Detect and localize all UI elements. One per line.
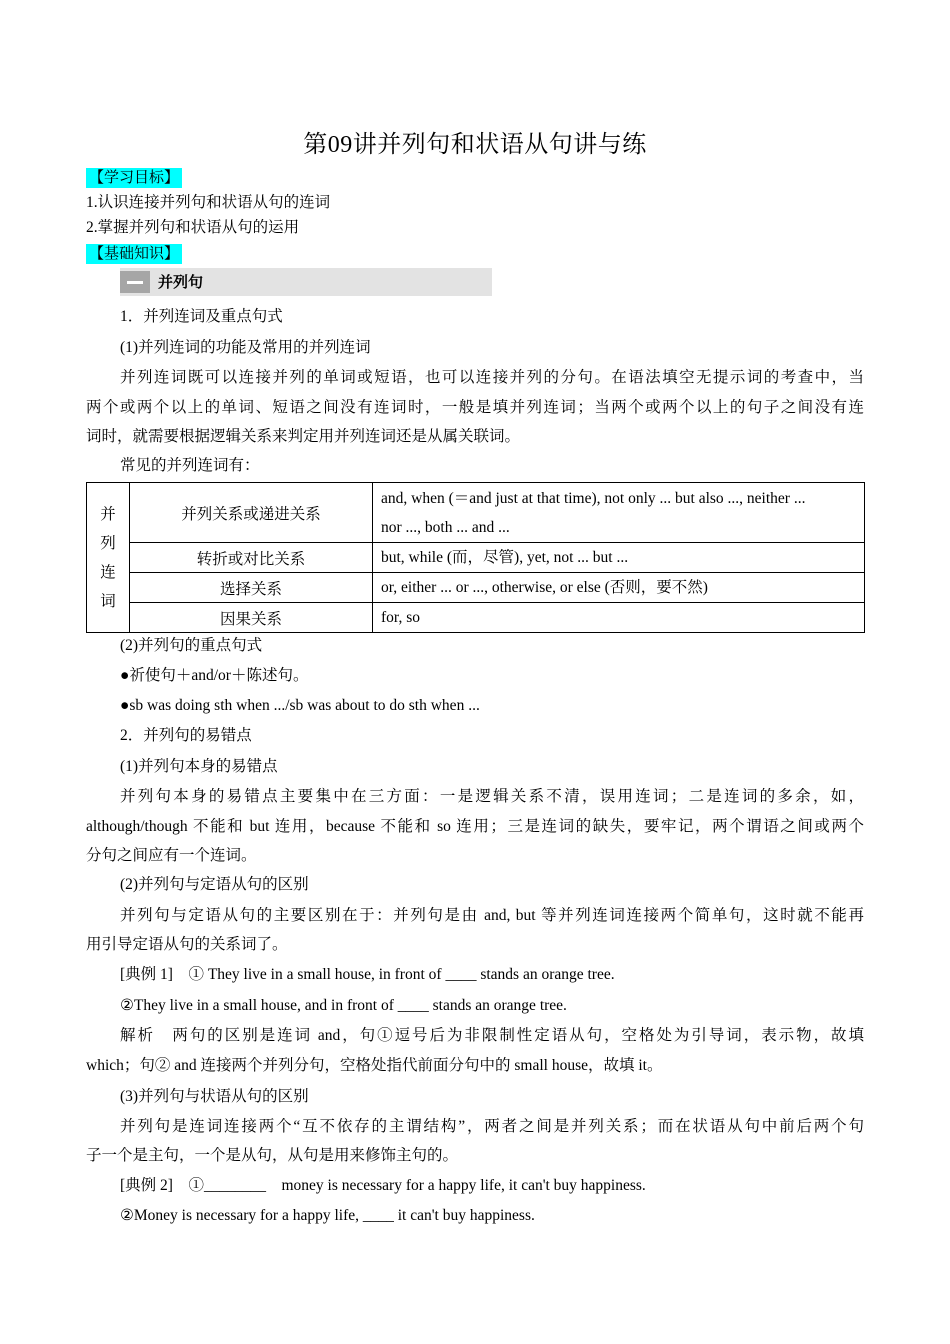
header-char: 词 bbox=[100, 592, 116, 610]
goal-item: 2.掌握并列句和状语从句的运用 bbox=[86, 219, 300, 236]
paragraph-line: 并列句是连词连接两个“互不依存的主谓结构”，两者之间是并列关系；而在状语从句中前后两个句 bbox=[120, 1118, 864, 1135]
heading-2: 2．并列句的易错点 bbox=[120, 727, 252, 744]
examples-line: nor ..., both ... and ... bbox=[381, 518, 510, 536]
paragraph-line: 词时，就需要根据逻辑关系来判定用并列连词还是从属关联词。 bbox=[86, 428, 521, 445]
paragraph-line: 子一个是主句，一个是从句，从句是用来修饰主句的。 bbox=[86, 1147, 459, 1164]
subheading: (1)并列连词的功能及常用的并列连词 bbox=[120, 339, 371, 356]
table-row-header bbox=[87, 483, 130, 633]
header-char: 连 bbox=[100, 563, 116, 581]
relation-cell: 并列关系或递进关系 bbox=[130, 483, 373, 543]
relation-cell: 选择关系 bbox=[130, 573, 373, 603]
relation-cell: 因果关系 bbox=[130, 603, 373, 633]
paragraph-line: 并列连词既可以连接并列的单词或短语，也可以连接并列的分句。在语法填空无提示词的考查中，当 bbox=[120, 369, 864, 386]
paragraph-line: 两个或两个以上的单词、短语之间没有连词时，一般是填并列连词；当两个或两个以上的句子之间没有连 bbox=[86, 399, 864, 416]
example-line: [典例 1] ① They live in a small house, in front of ____ stands an orange tree. bbox=[120, 966, 615, 983]
table-row bbox=[87, 543, 865, 573]
table-row bbox=[87, 573, 865, 603]
paragraph-line: 用引导定语从句的关系词了。 bbox=[86, 936, 288, 953]
subheading: (3)并列句与状语从句的区别 bbox=[120, 1088, 309, 1105]
header-char: 列 bbox=[100, 534, 116, 552]
heading-1: 1．并列连词及重点句式 bbox=[120, 308, 283, 325]
section-number-mark bbox=[127, 281, 143, 284]
subheading: (1)并列句本身的易错点 bbox=[120, 758, 278, 775]
paragraph-line: 并列句与定语从句的主要区别在于：并列句是由 and, but 等并列连词连接两个简单句，这时就不能再 bbox=[120, 907, 864, 924]
page-title: 第09讲并列句和状语从句讲与练 bbox=[303, 132, 647, 158]
table-row bbox=[87, 603, 865, 633]
paragraph-line: 并列句本身的易错点主要集中在三方面：一是逻辑关系不清，误用连词；二是连词的多余，如， bbox=[120, 788, 864, 805]
paragraph-line: although/though 不能和 but 连用，because 不能和 so 连用；三是连词的缺失，要牢记，两个谓语之间或两个 bbox=[86, 818, 864, 835]
paragraph-line: 分句之间应有一个连词。 bbox=[86, 847, 257, 864]
subheading: (2)并列句的重点句式 bbox=[120, 637, 263, 654]
basics-tag: 【基础知识】 bbox=[86, 244, 182, 264]
examples-cell: or, either ... or ..., otherwise, or else (否则，要不然) bbox=[373, 573, 865, 603]
example-line: ②Money is necessary for a happy life, ____ it can't buy happiness. bbox=[120, 1207, 535, 1224]
paragraph-line: 常见的并列连词有： bbox=[120, 457, 260, 474]
examples-cell: for, so bbox=[373, 603, 865, 633]
analysis-line: which；句② and 连接两个并列分句，空格处指代前面分句中的 small house，故填 it。 bbox=[86, 1057, 663, 1074]
goal-item: 1.认识连接并列句和状语从句的连词 bbox=[86, 194, 331, 211]
analysis-line: 解析 两句的区别是连词 and，句①逗号后为非限制性定语从句，空格处为引导词，表示物，故填 bbox=[120, 1027, 864, 1044]
examples-line: and, when (＝and just at that time), not only ... but also ..., neither ... bbox=[381, 489, 806, 507]
bullet-item: ●祈使句＋and/or＋陈述句。 bbox=[120, 667, 309, 684]
relation-cell: 转折或对比关系 bbox=[130, 543, 373, 573]
subheading: (2)并列句与定语从句的区别 bbox=[120, 876, 309, 893]
section-number-badge bbox=[120, 271, 150, 293]
table-row bbox=[87, 483, 865, 543]
header-char: 并 bbox=[100, 505, 116, 523]
example-line: ②They live in a small house, and in front of ____ stands an orange tree. bbox=[120, 997, 567, 1014]
bullet-item: ●sb was doing sth when .../sb was about to do sth when ... bbox=[120, 697, 480, 714]
conjunction-table bbox=[86, 482, 865, 633]
section-header bbox=[120, 268, 492, 296]
goals-tag: 【学习目标】 bbox=[86, 168, 182, 188]
examples-cell bbox=[373, 483, 865, 543]
examples-cell: but, while (而，尽管), yet, not ... but ... bbox=[373, 543, 865, 573]
example-line: [典例 2] ①________ money is necessary for a happy life, it can't buy happiness. bbox=[120, 1177, 646, 1194]
section-label: 并列句 bbox=[158, 273, 204, 291]
